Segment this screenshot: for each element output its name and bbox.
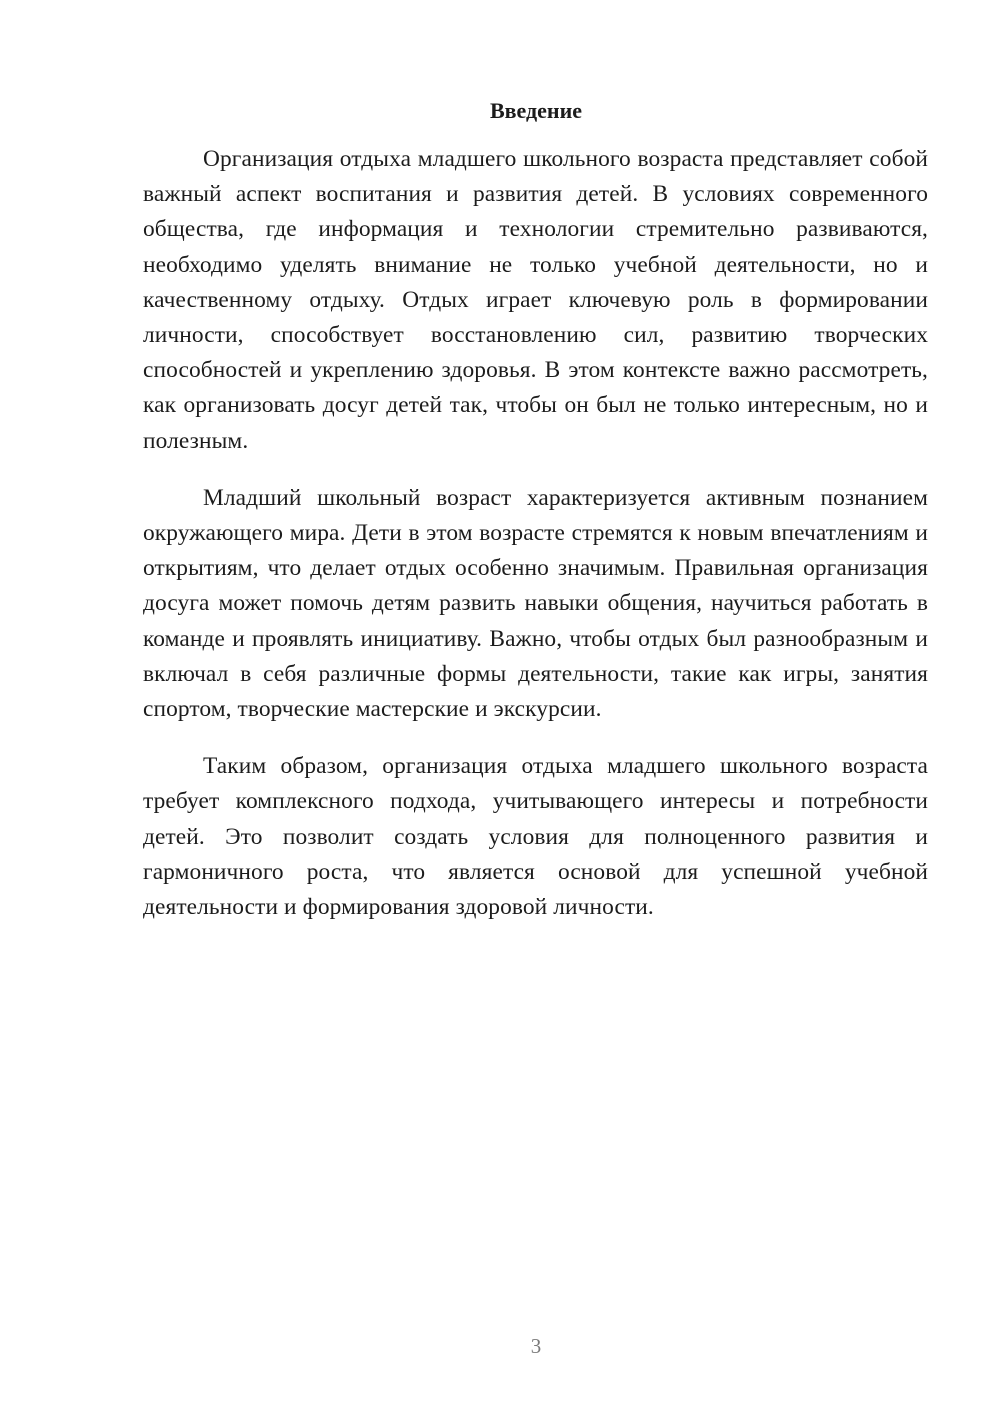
page-number: 3 bbox=[530, 1334, 542, 1358]
paragraph-2: Младший школьный возраст характеризуется активным познанием окружающего мира. Дети в этом возрасте стремятся к новым впечатлениям и открытиям, что делает отдых особенно значимым. Правильная организация досуга может помочь детям развить навыки общения, научиться работать в команде и проявлять инициативу. Важно, чтобы отдых был разнообразным и включал в себя различные формы деятельности, такие как игры, занятия спортом, творческие мастерские и экскурсии. bbox=[143, 484, 928, 723]
paragraph-1: Организация отдыха младшего школьного возраста представляет собой важный аспект воспитания и развития детей. В условиях современного общества, где информация и технологии стремительно развиваются, необходимо уделять внимание не только учебной деятельности, но и качественному отдыху. Отдых играет ключевую роль в формировании личности, способствует восстановлению сил, развитию творческих способностей и укреплению здоровья. В этом контексте важно рассмотреть, как организовать досуг детей так, чтобы он был не только интересным, но и полезным. bbox=[143, 146, 928, 454]
paragraph-3: Таким образом, организация отдыха младшего школьного возраста требует комплексного подхода, учитывающего интересы и потребности детей. Это позволит создать условия для полноценного развития и гармоничного роста, что является основой для успешной учебной деятельности и формирования здоровой личности. bbox=[143, 753, 928, 921]
section-heading: Введение bbox=[489, 98, 583, 123]
body-text bbox=[143, 142, 928, 947]
